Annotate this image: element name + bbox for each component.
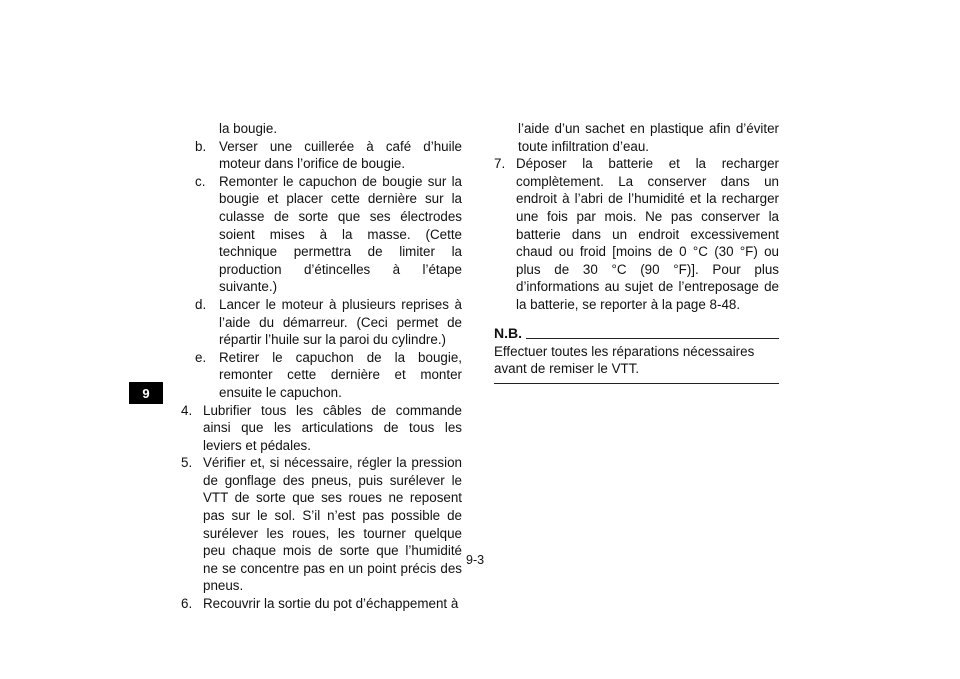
sub-item-c: [181, 173, 462, 296]
sub-item-text: Remonter le capuchon de bougie sur la bougie et placer cette dernière sur la culasse de sorte que ses électrodes soient mises à la masse. (Cette technique permettra de limiter la production d’étincelles à l’étape suivante.): [219, 173, 462, 295]
list-item-text: Recouvrir la sortie du pot d’échappement à: [203, 596, 459, 612]
list-item-text: Lubrifier tous les câbles de commande ainsi que les articulations de tous les leviers et pédales.: [203, 402, 462, 453]
sub-item-marker: b.: [195, 138, 207, 154]
list-item-4: [181, 402, 462, 455]
list-item-marker: 5.: [181, 455, 193, 471]
sub-item-marker: d.: [195, 296, 207, 312]
list-item-marker: 4.: [181, 402, 193, 418]
list-item-marker: 6.: [181, 596, 193, 612]
intro-continuation: la bougie.: [219, 121, 278, 136]
note-text: Effectuer toutes les réparations nécessaires avant de remiser le VTT.: [494, 341, 779, 384]
list-item-text: Déposer la batterie et la recharger complètement. La conserver dans un endroit à l’abri de l’humidité et la recharger une fois par mois. Ne pas conserver la batterie dans un endroit excessivement chaud ou froid [moins de 0 °C (30 °F) ou plus de 30 °C (90 °F)]. Pour plus d’informations au sujet de l’entreposage de la batterie, se reporter à la page 8-48.: [516, 156, 779, 312]
right-column: [494, 120, 779, 384]
sub-item-b: [181, 138, 462, 173]
list-item-5: [181, 454, 462, 595]
list-item-text: Vérifier et, si nécessaire, régler la pression de gonflage des pneus, puis surélever le VTT de sorte que ses roues ne reposent pas sur le sol. S’il n’est pas possible de surélever les roues, les tourner quelque peu chaque mois de sorte que l’humidité ne se concentre pas en un point précis des pneus.: [203, 455, 462, 594]
sub-item-text: Retirer le capuchon de la bougie, remonter cette dernière et monter ensuite le capuchon.: [219, 349, 462, 400]
item-6-continuation: l’aide d’un sachet en plastique afin d’éviter toute infiltration d’eau.: [518, 121, 779, 154]
left-column: [181, 120, 462, 613]
sub-item-marker: c.: [195, 173, 206, 189]
sub-item-text: Lancer le moteur à plusieurs reprises à l’aide du démarreur. (Ceci permet de répartir l’huile sur la paroi du cylindre.): [219, 296, 462, 348]
sub-item-d: [181, 296, 462, 349]
sub-item-e: [181, 349, 462, 402]
sub-item-text: Verser une cuillerée à café d’huile moteur dans l’orifice de bougie.: [219, 138, 462, 172]
chapter-tab: 9: [129, 382, 163, 404]
note-header: [494, 325, 779, 341]
note-rule: [526, 338, 779, 339]
list-item-6: [181, 595, 462, 613]
sub-item-marker: e.: [195, 349, 207, 365]
page-number: 9-3: [466, 553, 485, 567]
list-item-7: [494, 155, 779, 313]
list-item-marker: 7.: [494, 156, 506, 172]
note-title: N.B.: [494, 324, 522, 341]
